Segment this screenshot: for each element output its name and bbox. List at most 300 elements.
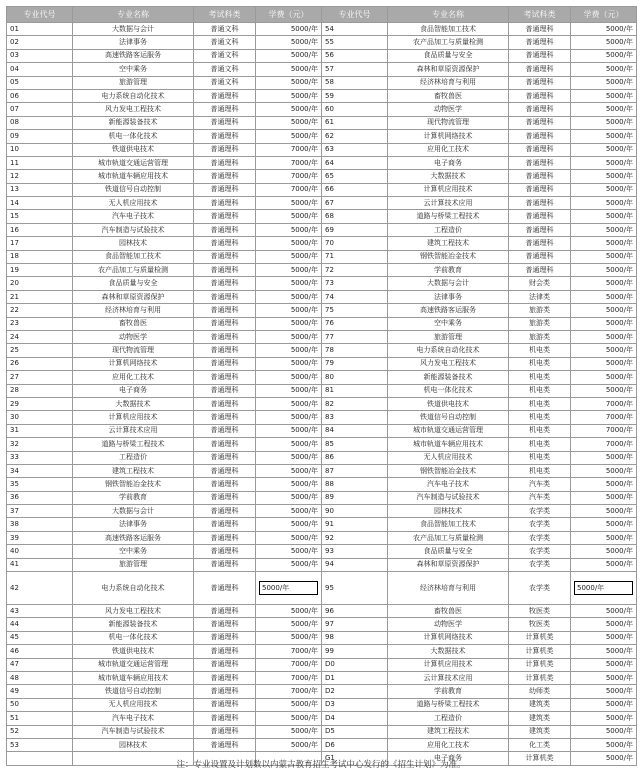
left-major-name-cell: 铁道信号自动控制 <box>73 685 194 698</box>
right-tuition-cell: 7000/年 <box>571 397 637 410</box>
left-code-cell: 50 <box>7 698 73 711</box>
left-tuition-cell: 5000/年 <box>256 618 322 631</box>
left-exam-subject-cell: 普通文科 <box>194 23 256 36</box>
right-code-cell: D4 <box>322 712 388 725</box>
left-code-cell: 12 <box>7 170 73 183</box>
right-tuition-cell: 7000/年 <box>571 411 637 424</box>
header-subject-right: 考试科类 <box>509 7 571 23</box>
left-major-name-cell: 空中乘务 <box>73 63 194 76</box>
right-major-name-cell: 钢铁智能冶金技术 <box>388 250 509 263</box>
left-major-name-cell: 食品质量与安全 <box>73 277 194 290</box>
left-major-name-cell: 现代物流管理 <box>73 344 194 357</box>
table-row <box>7 397 637 410</box>
table-row <box>7 237 637 250</box>
right-major-name-cell: 汽车电子技术 <box>388 478 509 491</box>
left-tuition-cell: 5000/年 <box>256 518 322 531</box>
right-exam-subject-cell: 旅游类 <box>509 304 571 317</box>
left-major-name-cell: 电力系统自动化技术 <box>73 89 194 102</box>
table-row <box>7 671 637 684</box>
left-exam-subject-cell: 普通理科 <box>194 545 256 558</box>
left-exam-subject-cell: 普通理科 <box>194 518 256 531</box>
right-exam-subject-cell: 普通理科 <box>509 36 571 49</box>
header-subject-left: 考试科类 <box>194 7 256 23</box>
right-tuition-cell: 5000/年 <box>571 738 637 751</box>
right-exam-subject-cell: 农学类 <box>509 572 571 605</box>
left-exam-subject-cell: 普通理科 <box>194 438 256 451</box>
right-major-name-cell: 食品质量与安全 <box>388 49 509 62</box>
left-exam-subject-cell: 普通理科 <box>194 572 256 605</box>
left-major-name-cell: 城市轨道交通运营管理 <box>73 658 194 671</box>
left-tuition-cell: 5000/年 <box>256 371 322 384</box>
right-tuition-cell: 5000/年 <box>571 558 637 571</box>
table-row <box>7 411 637 424</box>
right-major-name-cell: 动物医学 <box>388 103 509 116</box>
right-code-cell: 72 <box>322 264 388 277</box>
left-tuition-cell: 5000/年 <box>256 223 322 236</box>
left-tuition-cell: 5000/年 <box>256 605 322 618</box>
right-code-cell: 66 <box>322 183 388 196</box>
table-row <box>7 631 637 644</box>
left-code-cell: 37 <box>7 505 73 518</box>
right-code-cell: 88 <box>322 478 388 491</box>
left-exam-subject-cell: 普通理科 <box>194 384 256 397</box>
right-exam-subject-cell: 普通理科 <box>509 130 571 143</box>
left-tuition-cell: 5000/年 <box>256 277 322 290</box>
left-major-name-cell: 无人机应用技术 <box>73 197 194 210</box>
left-exam-subject-cell: 普通理科 <box>194 277 256 290</box>
right-major-name-cell: 计算机网络技术 <box>388 631 509 644</box>
right-major-name-cell: 工程造价 <box>388 223 509 236</box>
right-major-name-cell: 道路与桥梁工程技术 <box>388 698 509 711</box>
table-row <box>7 344 637 357</box>
table-row <box>7 170 637 183</box>
left-tuition-cell: 5000/年 <box>256 357 322 370</box>
right-major-name-cell: 经济林培育与利用 <box>388 572 509 605</box>
right-code-cell: 67 <box>322 197 388 210</box>
right-tuition-cell: 5000/年 <box>571 170 637 183</box>
left-tuition-cell: 5000/年 <box>256 317 322 330</box>
right-exam-subject-cell: 计算机类 <box>509 752 571 765</box>
left-code-cell: 04 <box>7 63 73 76</box>
right-exam-subject-cell: 机电类 <box>509 397 571 410</box>
left-exam-subject-cell: 普通理科 <box>194 698 256 711</box>
left-code-cell: 48 <box>7 671 73 684</box>
table-row <box>7 210 637 223</box>
right-major-name-cell: 道路与桥梁工程技术 <box>388 210 509 223</box>
table-row <box>7 317 637 330</box>
table-row <box>7 183 637 196</box>
left-exam-subject-cell: 普通理科 <box>194 618 256 631</box>
table-row <box>7 357 637 370</box>
header-fee-left: 学费（元） <box>256 7 322 23</box>
left-major-name-cell: 新能源装备技术 <box>73 618 194 631</box>
right-major-name-cell: 云计算技术应用 <box>388 197 509 210</box>
left-exam-subject-cell: 普通理科 <box>194 658 256 671</box>
right-code-cell: 90 <box>322 505 388 518</box>
left-exam-subject-cell: 普通文科 <box>194 63 256 76</box>
right-tuition-cell: 5000/年 <box>571 103 637 116</box>
left-exam-subject-cell: 普通理科 <box>194 671 256 684</box>
left-code-cell: 46 <box>7 645 73 658</box>
left-tuition-cell: 5000/年 <box>256 250 322 263</box>
left-tuition-cell: 5000/年 <box>256 344 322 357</box>
right-tuition-cell: 5000/年 <box>571 518 637 531</box>
left-major-name-cell: 汽车电子技术 <box>73 712 194 725</box>
right-code-cell: 85 <box>322 438 388 451</box>
header-code-left: 专业代号 <box>7 7 73 23</box>
left-major-name-cell: 城市轨道车辆应用技术 <box>73 170 194 183</box>
left-exam-subject-cell: 普通理科 <box>194 250 256 263</box>
right-tuition-cell: 5000/年 <box>571 605 637 618</box>
table-row <box>7 685 637 698</box>
table-row <box>7 572 637 605</box>
table-row <box>7 130 637 143</box>
left-code-cell: 17 <box>7 237 73 250</box>
right-exam-subject-cell: 旅游类 <box>509 330 571 343</box>
left-tuition-cell: 7000/年 <box>256 671 322 684</box>
left-exam-subject-cell: 普通理科 <box>194 210 256 223</box>
header-row <box>7 7 637 23</box>
right-exam-subject-cell: 汽车类 <box>509 491 571 504</box>
left-code-cell: 15 <box>7 210 73 223</box>
left-exam-subject-cell: 普通理科 <box>194 183 256 196</box>
left-major-name-cell: 新能源装备技术 <box>73 116 194 129</box>
right-exam-subject-cell: 农学类 <box>509 505 571 518</box>
right-tuition-cell: 5000/年 <box>571 223 637 236</box>
right-tuition-cell: 5000/年 <box>571 685 637 698</box>
right-exam-subject-cell: 建筑类 <box>509 725 571 738</box>
right-code-cell: 84 <box>322 424 388 437</box>
left-exam-subject-cell: 普通文科 <box>194 49 256 62</box>
right-major-name-cell: 计算机应用技术 <box>388 183 509 196</box>
right-tuition-cell: 5000/年 <box>571 183 637 196</box>
right-major-name-cell: 风力发电工程技术 <box>388 357 509 370</box>
table-row <box>7 438 637 451</box>
left-major-name-cell: 道路与桥梁工程技术 <box>73 438 194 451</box>
right-major-name-cell: 经济林培育与利用 <box>388 76 509 89</box>
left-exam-subject-cell: 普通理科 <box>194 491 256 504</box>
left-tuition-cell: 5000/年 <box>256 424 322 437</box>
right-tuition-cell: 5000/年 <box>571 545 637 558</box>
left-tuition-cell: 7000/年 <box>256 658 322 671</box>
left-exam-subject-cell: 普通理科 <box>194 89 256 102</box>
right-exam-subject-cell: 机电类 <box>509 344 571 357</box>
left-code-cell: 31 <box>7 424 73 437</box>
left-tuition-cell: 5000/年 <box>256 116 322 129</box>
left-major-name-cell: 园林技术 <box>73 237 194 250</box>
left-major-name-cell: 铁道供电技术 <box>73 143 194 156</box>
right-code-cell: 68 <box>322 210 388 223</box>
right-code-cell: 81 <box>322 384 388 397</box>
right-tuition-cell <box>571 572 637 605</box>
table-row <box>7 518 637 531</box>
left-major-name-cell: 机电一体化技术 <box>73 130 194 143</box>
right-exam-subject-cell: 普通理科 <box>509 264 571 277</box>
right-major-name-cell: 农产品加工与质量检测 <box>388 531 509 544</box>
right-code-cell: 78 <box>322 344 388 357</box>
right-code-cell: 99 <box>322 645 388 658</box>
left-code-cell: 29 <box>7 397 73 410</box>
right-code-cell: 95 <box>322 572 388 605</box>
left-major-name-cell: 铁道供电技术 <box>73 645 194 658</box>
right-major-name-cell: 建筑工程技术 <box>388 725 509 738</box>
right-code-cell: 71 <box>322 250 388 263</box>
left-code-cell: 10 <box>7 143 73 156</box>
header-name-left: 专业名称 <box>73 7 194 23</box>
right-code-cell: 69 <box>322 223 388 236</box>
right-tuition-cell: 5000/年 <box>571 317 637 330</box>
right-major-name-cell: 电子商务 <box>388 156 509 169</box>
left-major-name-cell: 畜牧兽医 <box>73 317 194 330</box>
left-code-cell: 14 <box>7 197 73 210</box>
right-exam-subject-cell: 普通理科 <box>509 103 571 116</box>
left-code-cell: 08 <box>7 116 73 129</box>
right-tuition-cell: 5000/年 <box>571 671 637 684</box>
right-exam-subject-cell: 计算机类 <box>509 631 571 644</box>
right-tuition-cell: 5000/年 <box>571 156 637 169</box>
right-exam-subject-cell: 计算机类 <box>509 658 571 671</box>
table-row <box>7 143 637 156</box>
right-tuition-cell: 5000/年 <box>571 143 637 156</box>
right-exam-subject-cell: 农学类 <box>509 518 571 531</box>
left-major-name-cell: 法律事务 <box>73 36 194 49</box>
left-tuition-cell: 5000/年 <box>256 89 322 102</box>
right-exam-subject-cell: 普通理科 <box>509 210 571 223</box>
right-exam-subject-cell: 普通理科 <box>509 223 571 236</box>
right-tuition-cell: 5000/年 <box>571 464 637 477</box>
major-fee-table <box>6 6 637 766</box>
left-major-name-cell: 应用化工技术 <box>73 371 194 384</box>
left-major-name-cell: 园林技术 <box>73 738 194 751</box>
left-code-cell: 43 <box>7 605 73 618</box>
left-tuition-cell: 5000/年 <box>256 698 322 711</box>
left-major-name-cell: 机电一体化技术 <box>73 631 194 644</box>
right-code-cell: 86 <box>322 451 388 464</box>
left-major-name-cell: 风力发电工程技术 <box>73 605 194 618</box>
table-row <box>7 618 637 631</box>
left-exam-subject-cell: 普通理科 <box>194 558 256 571</box>
left-major-name-cell: 农产品加工与质量检测 <box>73 264 194 277</box>
left-major-name-cell: 大数据与会计 <box>73 23 194 36</box>
left-tuition-cell: 5000/年 <box>256 451 322 464</box>
left-exam-subject-cell: 普通理科 <box>194 197 256 210</box>
table-row <box>7 264 637 277</box>
right-code-cell: D1 <box>322 671 388 684</box>
left-tuition-cell: 5000/年 <box>256 237 322 250</box>
left-exam-subject-cell: 普通理科 <box>194 411 256 424</box>
table-row <box>7 36 637 49</box>
left-code-cell: 49 <box>7 685 73 698</box>
right-major-name-cell: 畜牧兽医 <box>388 89 509 102</box>
left-code-cell: 35 <box>7 478 73 491</box>
left-exam-subject-cell: 普通理科 <box>194 223 256 236</box>
right-major-name-cell: 云计算技术应用 <box>388 671 509 684</box>
table-row <box>7 103 637 116</box>
left-exam-subject-cell: 普通理科 <box>194 531 256 544</box>
right-code-cell: 64 <box>322 156 388 169</box>
table-row <box>7 63 637 76</box>
right-tuition-cell: 5000/年 <box>571 752 637 765</box>
right-code-cell: D0 <box>322 658 388 671</box>
right-exam-subject-cell: 建筑类 <box>509 698 571 711</box>
right-major-name-cell: 农产品加工与质量检测 <box>388 36 509 49</box>
right-tuition-cell: 5000/年 <box>571 618 637 631</box>
left-major-name-cell: 旅游管理 <box>73 76 194 89</box>
left-tuition-cell: 7000/年 <box>256 156 322 169</box>
table-row <box>7 156 637 169</box>
right-tuition-cell: 5000/年 <box>571 491 637 504</box>
left-tuition-cell: 5000/年 <box>256 384 322 397</box>
left-tuition-value: 5000/年 <box>259 581 318 595</box>
left-tuition-cell: 5000/年 <box>256 738 322 751</box>
left-tuition-cell: 5000/年 <box>256 725 322 738</box>
left-exam-subject-cell: 普通理科 <box>194 170 256 183</box>
right-major-name-cell: 学前教育 <box>388 685 509 698</box>
table-row <box>7 330 637 343</box>
left-exam-subject-cell: 普通理科 <box>194 738 256 751</box>
right-major-name-cell: 汽车制造与试验技术 <box>388 491 509 504</box>
right-code-cell: 75 <box>322 304 388 317</box>
right-major-name-cell: 铁道信号自动控制 <box>388 411 509 424</box>
left-exam-subject-cell: 普通理科 <box>194 116 256 129</box>
left-major-name-cell: 森林和草原资源保护 <box>73 290 194 303</box>
left-major-name-cell: 汽车制造与试验技术 <box>73 223 194 236</box>
right-tuition-cell: 5000/年 <box>571 725 637 738</box>
left-tuition-cell: 5000/年 <box>256 76 322 89</box>
left-major-name-cell: 大数据技术 <box>73 397 194 410</box>
right-exam-subject-cell: 计算机类 <box>509 645 571 658</box>
right-exam-subject-cell: 机电类 <box>509 464 571 477</box>
right-tuition-cell: 5000/年 <box>571 698 637 711</box>
left-code-cell: 34 <box>7 464 73 477</box>
left-exam-subject-cell: 普通理科 <box>194 451 256 464</box>
left-major-name-cell: 法律事务 <box>73 518 194 531</box>
right-major-name-cell: 计算机网络技术 <box>388 130 509 143</box>
left-major-name-cell: 计算机应用技术 <box>73 411 194 424</box>
left-exam-subject-cell: 普通理科 <box>194 237 256 250</box>
right-major-name-cell: 计算机应用技术 <box>388 658 509 671</box>
left-tuition-cell: 7000/年 <box>256 183 322 196</box>
left-major-name-cell: 大数据与会计 <box>73 505 194 518</box>
right-tuition-value: 5000/年 <box>574 581 633 595</box>
right-exam-subject-cell: 机电类 <box>509 451 571 464</box>
right-tuition-cell: 5000/年 <box>571 712 637 725</box>
left-exam-subject-cell: 普通理科 <box>194 344 256 357</box>
left-code-cell: 23 <box>7 317 73 330</box>
right-exam-subject-cell: 普通理科 <box>509 89 571 102</box>
right-tuition-cell: 5000/年 <box>571 36 637 49</box>
right-major-name-cell: 应用化工技术 <box>388 143 509 156</box>
right-exam-subject-cell: 普通理科 <box>509 197 571 210</box>
right-code-cell: 59 <box>322 89 388 102</box>
right-code-cell: 73 <box>322 277 388 290</box>
left-tuition-cell: 5000/年 <box>256 491 322 504</box>
right-exam-subject-cell: 农学类 <box>509 531 571 544</box>
right-code-cell: 91 <box>322 518 388 531</box>
left-exam-subject-cell: 普通理科 <box>194 304 256 317</box>
left-exam-subject-cell: 普通理科 <box>194 264 256 277</box>
left-tuition-cell: 7000/年 <box>256 645 322 658</box>
right-major-name-cell: 园林技术 <box>388 505 509 518</box>
table-row <box>7 464 637 477</box>
right-tuition-cell: 5000/年 <box>571 237 637 250</box>
left-exam-subject-cell: 普通理科 <box>194 725 256 738</box>
right-tuition-cell: 5000/年 <box>571 357 637 370</box>
right-tuition-cell: 5000/年 <box>571 130 637 143</box>
table-row <box>7 424 637 437</box>
left-major-name-cell: 旅游管理 <box>73 558 194 571</box>
right-major-name-cell: 空中乘务 <box>388 317 509 330</box>
left-tuition-cell: 5000/年 <box>256 464 322 477</box>
left-major-name-cell: 空中乘务 <box>73 545 194 558</box>
right-major-name-cell: 森林和草原资源保护 <box>388 558 509 571</box>
right-major-name-cell: 城市轨道车辆应用技术 <box>388 438 509 451</box>
right-exam-subject-cell: 机电类 <box>509 411 571 424</box>
left-code-cell: 18 <box>7 250 73 263</box>
right-tuition-cell: 5000/年 <box>571 505 637 518</box>
left-tuition-cell: 5000/年 <box>256 545 322 558</box>
right-exam-subject-cell: 普通理科 <box>509 250 571 263</box>
left-exam-subject-cell: 普通理科 <box>194 505 256 518</box>
right-tuition-cell: 5000/年 <box>571 250 637 263</box>
left-tuition-cell: 5000/年 <box>256 558 322 571</box>
left-code-cell: 53 <box>7 738 73 751</box>
table-row <box>7 738 637 751</box>
right-major-name-cell: 无人机应用技术 <box>388 451 509 464</box>
right-major-name-cell: 旅游管理 <box>388 330 509 343</box>
left-tuition-cell: 7000/年 <box>256 170 322 183</box>
left-tuition-cell: 5000/年 <box>256 63 322 76</box>
right-code-cell: D3 <box>322 698 388 711</box>
left-major-name-cell: 建筑工程技术 <box>73 464 194 477</box>
right-tuition-cell: 5000/年 <box>571 49 637 62</box>
left-code-cell: 52 <box>7 725 73 738</box>
table-row <box>7 478 637 491</box>
right-tuition-cell: 5000/年 <box>571 478 637 491</box>
left-code-cell: 13 <box>7 183 73 196</box>
right-exam-subject-cell: 普通理科 <box>509 183 571 196</box>
left-exam-subject-cell: 普通理科 <box>194 397 256 410</box>
right-exam-subject-cell: 计算机类 <box>509 671 571 684</box>
right-exam-subject-cell: 普通理科 <box>509 156 571 169</box>
right-code-cell: 93 <box>322 545 388 558</box>
left-code-cell: 02 <box>7 36 73 49</box>
right-code-cell: 77 <box>322 330 388 343</box>
left-code-cell: 19 <box>7 264 73 277</box>
right-tuition-cell: 5000/年 <box>571 116 637 129</box>
right-major-name-cell: 畜牧兽医 <box>388 605 509 618</box>
left-exam-subject-cell: 普通理科 <box>194 478 256 491</box>
right-major-name-cell: 城市轨道交通运营管理 <box>388 424 509 437</box>
left-major-name-cell: 云计算技术应用 <box>73 424 194 437</box>
table-row <box>7 277 637 290</box>
left-code-cell: 28 <box>7 384 73 397</box>
right-major-name-cell: 钢铁智能冶金技术 <box>388 464 509 477</box>
right-major-name-cell: 大数据与会计 <box>388 277 509 290</box>
left-exam-subject-cell: 普通理科 <box>194 156 256 169</box>
left-tuition-cell: 5000/年 <box>256 264 322 277</box>
right-exam-subject-cell: 财会类 <box>509 277 571 290</box>
left-code-cell: 21 <box>7 290 73 303</box>
left-major-name-cell: 城市轨道交通运营管理 <box>73 156 194 169</box>
right-tuition-cell: 5000/年 <box>571 384 637 397</box>
right-exam-subject-cell: 幼师类 <box>509 685 571 698</box>
right-code-cell: 96 <box>322 605 388 618</box>
right-exam-subject-cell: 机电类 <box>509 384 571 397</box>
header-name-right: 专业名称 <box>388 7 509 23</box>
right-exam-subject-cell: 普通理科 <box>509 63 571 76</box>
left-major-name-cell: 食品智能加工技术 <box>73 250 194 263</box>
